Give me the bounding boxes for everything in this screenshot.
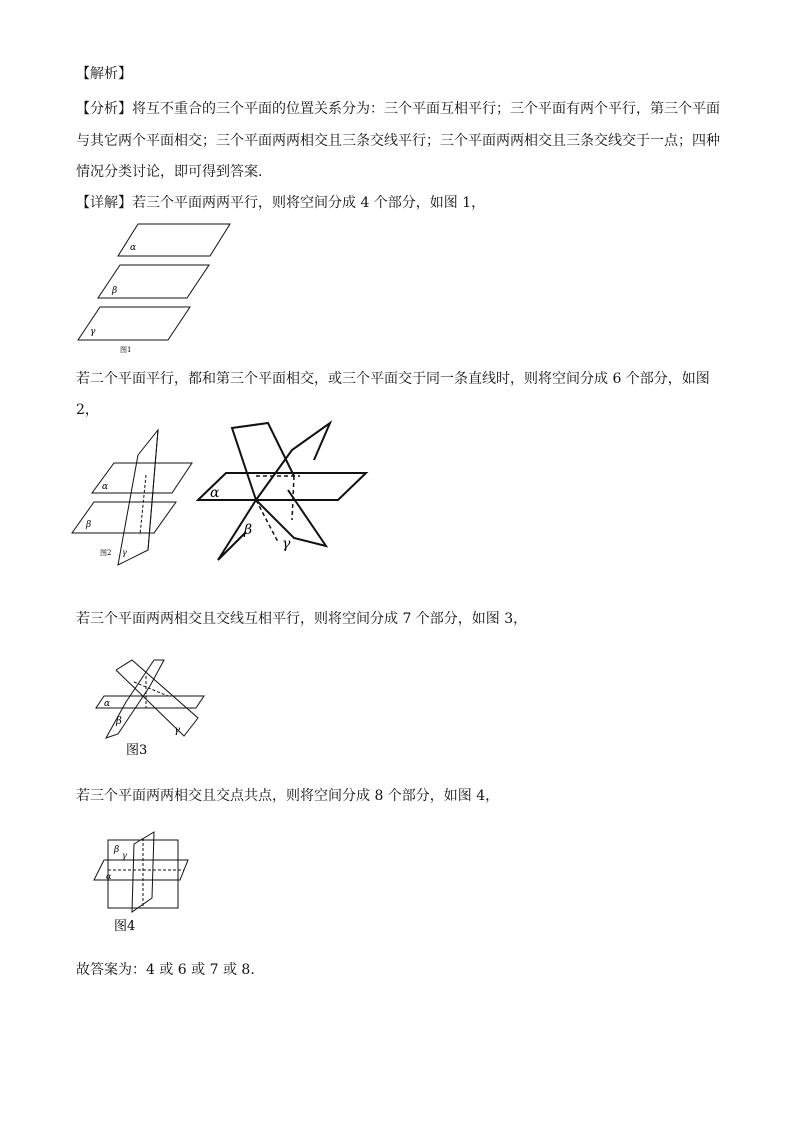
fig1-beta-label: β xyxy=(112,286,118,296)
fig1-caption: 图1 xyxy=(120,346,132,354)
figure-2-right xyxy=(196,420,370,570)
detail-line-case1 xyxy=(76,193,485,213)
fig3-alpha-label: α xyxy=(104,699,111,709)
figure-2-left xyxy=(68,425,198,570)
figure-4 xyxy=(88,828,198,940)
fenxi-text-2: 与其它两个平面相交；三个平面两两相交且三条交线平行；三个平面两两相交且三条交线交于一点；四种 xyxy=(76,133,720,149)
section-heading xyxy=(76,64,132,84)
analysis-heading: 【解析】 xyxy=(76,66,132,82)
fig2a-gamma-label: γ xyxy=(122,548,127,557)
fig3-caption: 图3 xyxy=(126,743,148,758)
fig2b-gamma-label: γ xyxy=(282,536,291,552)
fig1-gamma-label: γ xyxy=(90,327,96,337)
fig2a-alpha-label: α xyxy=(102,482,109,492)
answer-line xyxy=(76,960,255,980)
case1-text: 若三个平面两两平行，则将空间分成 4 个部分，如图 1， xyxy=(132,195,486,211)
case3-text: 若三个平面两两相交且交线互相平行，则将空间分成 7 个部分，如图 3， xyxy=(76,611,528,627)
fenxi-text-3: 情况分类讨论，即可得到答案. xyxy=(76,164,263,180)
answer-text: 故答案为：4 或 6 或 7 或 8. xyxy=(76,962,255,978)
analysis-paragraph-line2 xyxy=(76,131,720,151)
figure-3 xyxy=(90,656,210,762)
fig2b-beta-label: β xyxy=(244,522,253,538)
case2-text-1: 若二个平面平行，都和第三个平面相交，或三个平面交于同一条直线时，则将空间分成 6 个部分，如图 xyxy=(76,371,710,387)
xiangjie-tag: 【详解】 xyxy=(76,195,132,211)
fig4-caption: 图4 xyxy=(114,919,136,934)
detail-line-case4 xyxy=(76,786,499,806)
fenxi-tag: 【分析】 xyxy=(76,101,132,117)
analysis-paragraph-line1 xyxy=(76,99,720,119)
case2-text-2: 2， xyxy=(76,402,99,418)
detail-line-case2a xyxy=(76,369,710,389)
case4-text: 若三个平面两两相交且交点共点，则将空间分成 8 个部分，如图 4， xyxy=(76,788,500,804)
fig4-alpha-label: α xyxy=(106,872,112,881)
detail-line-case2b xyxy=(76,400,99,420)
figure-1 xyxy=(70,216,240,356)
analysis-paragraph-line3 xyxy=(76,162,262,182)
fig2a-caption: 图2 xyxy=(100,549,112,557)
fig3-gamma-label: γ xyxy=(174,725,180,736)
fig3-beta-label: β xyxy=(116,716,122,727)
fig1-alpha-label: α xyxy=(130,243,137,253)
fig4-gamma-label: γ xyxy=(122,851,127,860)
detail-line-case3 xyxy=(76,609,527,629)
fig2a-beta-label: β xyxy=(86,520,92,530)
fig2b-alpha-label: α xyxy=(210,485,220,501)
fenxi-text-1: 将互不重合的三个平面的位置关系分为：三个平面互相平行；三个平面有两个平行，第三个平面 xyxy=(132,101,720,117)
fig4-beta-label: β xyxy=(114,845,120,855)
